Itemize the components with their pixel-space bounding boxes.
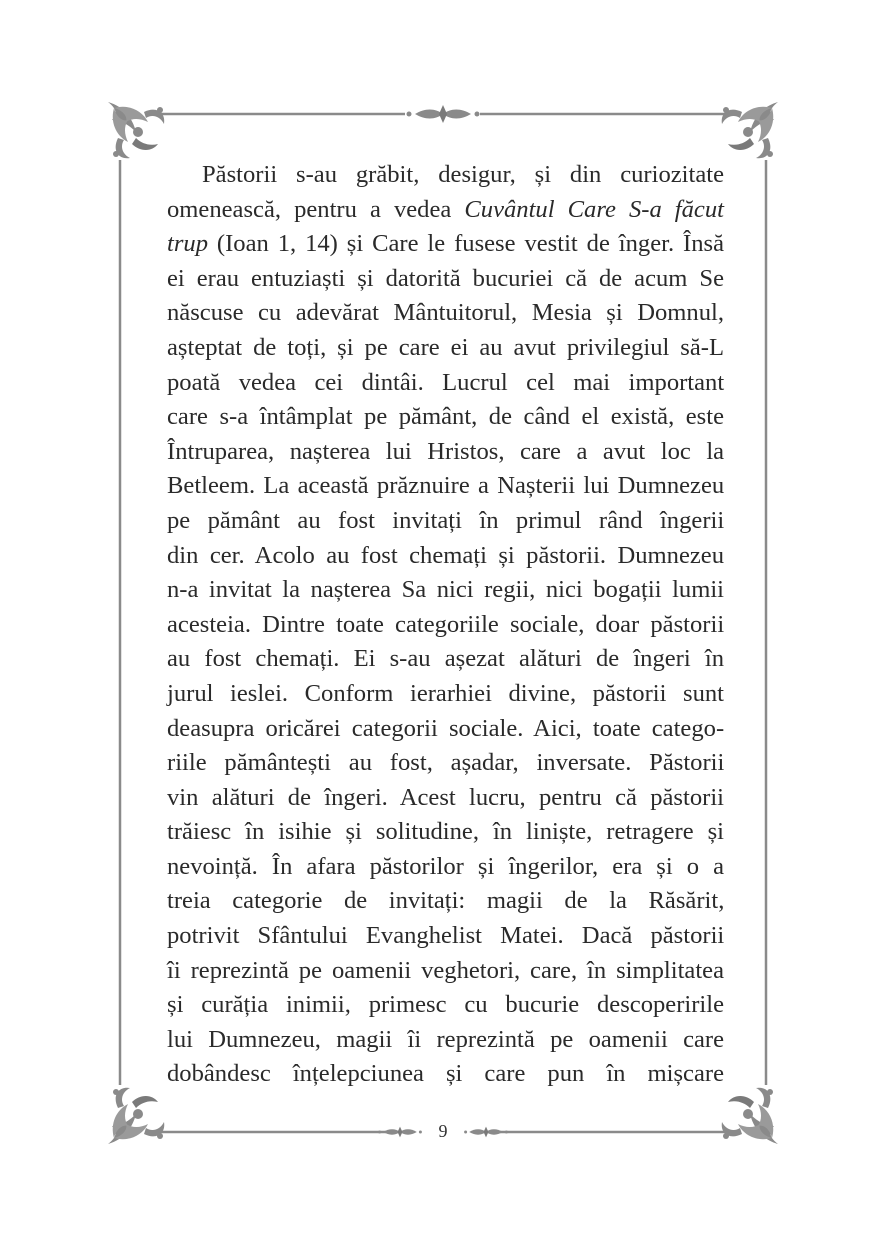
- text-line: [167, 1023, 724, 1058]
- corner-ornament-top-left: [108, 102, 164, 158]
- text-line: [167, 746, 724, 781]
- text-line: [167, 677, 724, 712]
- corner-ornament-top-right: [722, 102, 778, 158]
- text-run: potrivit Sfântului Evanghelist Matei. Dacă păstorii: [167, 922, 725, 950]
- text-run: așteptat de toți, și pe care ei au avut privilegiul să-L: [167, 333, 724, 361]
- text-run: pe pământ au fost invitați în primul rând îngerii: [167, 506, 725, 534]
- text-run: Păstorii s-au grăbit, desigur, și din curiozitate: [202, 161, 724, 188]
- text-run: riile pământești au fost, așadar, inversate. Păstorii: [167, 749, 725, 777]
- text-line: [167, 366, 724, 401]
- text-line: [167, 262, 724, 297]
- text-line: [167, 642, 724, 677]
- top-flourish-ornament: [407, 105, 480, 123]
- text-line: [167, 781, 724, 816]
- text-line: [167, 919, 724, 954]
- text-run: din cer. Acolo au fost chemați și păstorii. Dumnezeu: [167, 541, 724, 569]
- text-line: [167, 331, 724, 366]
- text-run: trăiesc în isihie și solitudine, în liniște, retragere și: [167, 818, 724, 846]
- page-number: 9: [438, 1121, 448, 1141]
- text-run: vin alături de îngeri. Acest lucru, pentru că păstorii: [167, 783, 724, 811]
- text-run: omenească, pentru a vedea: [167, 195, 465, 223]
- text-line: [167, 504, 724, 539]
- text-run: (Ioan 1, 14) și Care le fusese vestit de înger. Însă: [208, 230, 724, 258]
- text-line: [167, 400, 724, 435]
- text-line: [167, 158, 724, 193]
- italic-phrase: trup: [167, 230, 208, 258]
- text-run: nevoință. În afara păstorilor și îngerilor, era și o a: [167, 852, 724, 880]
- text-run: acesteia. Dintre toate categoriile sociale, doar păstorii: [167, 610, 725, 638]
- text-run: n-a invitat la nașterea Sa nici regii, nici bogații lumii: [167, 576, 724, 604]
- text-line: [167, 608, 724, 643]
- text-line: [167, 815, 724, 850]
- text-run: lui Dumnezeu, magii îi reprezintă pe oamenii care: [167, 1025, 725, 1053]
- text-run: Betleem. La această prăznuire a Nașterii lui Dumnezeu: [167, 472, 725, 500]
- text-run: treia categorie de invitați: magii de la Răsărit,: [167, 887, 725, 915]
- text-line: [167, 850, 724, 885]
- text-run: Întruparea, nașterea lui Hristos, care a avut loc la: [167, 437, 725, 465]
- text-run: ei erau entuziaști și datorită bucuriei că de acum Se: [167, 264, 724, 292]
- text-line: [167, 469, 724, 504]
- text-run: îi reprezintă pe oamenii veghetori, care, în simplitatea: [167, 956, 724, 984]
- text-run: jurul ieslei. Conform ierarhiei divine, păstorii sunt: [167, 679, 724, 707]
- text-run: născuse cu adevărat Mântuitorul, Mesia și Domnul,: [167, 299, 724, 327]
- text-line: [167, 884, 724, 919]
- body-paragraph: [167, 158, 724, 1092]
- text-line: [167, 573, 724, 608]
- text-line: [167, 296, 724, 331]
- text-run: au fost chemați. Ei s-au așezat alături de îngeri în: [167, 645, 724, 673]
- text-run: poată vedea cei dintâi. Lucrul cel mai important: [167, 368, 725, 396]
- text-line: [167, 539, 724, 574]
- text-line: [167, 712, 724, 747]
- text-line: [167, 988, 724, 1023]
- text-run: dobândesc înțelepciunea și care pun în mișcare: [167, 1060, 724, 1088]
- text-line: [167, 954, 724, 989]
- text-line: [167, 227, 724, 262]
- text-run: deasupra oricărei categorii sociale. Aici, toate catego-: [167, 714, 725, 742]
- italic-phrase: Cuvântul Care S-a făcut: [464, 195, 724, 223]
- text-line: [167, 435, 724, 470]
- text-line: [167, 1057, 724, 1092]
- text-run: care s-a întâmplat pe pământ, de când el există, este: [167, 403, 724, 431]
- text-line: [167, 193, 724, 228]
- text-run: și curăția inimii, primesc cu bucurie descoperirile: [167, 991, 724, 1019]
